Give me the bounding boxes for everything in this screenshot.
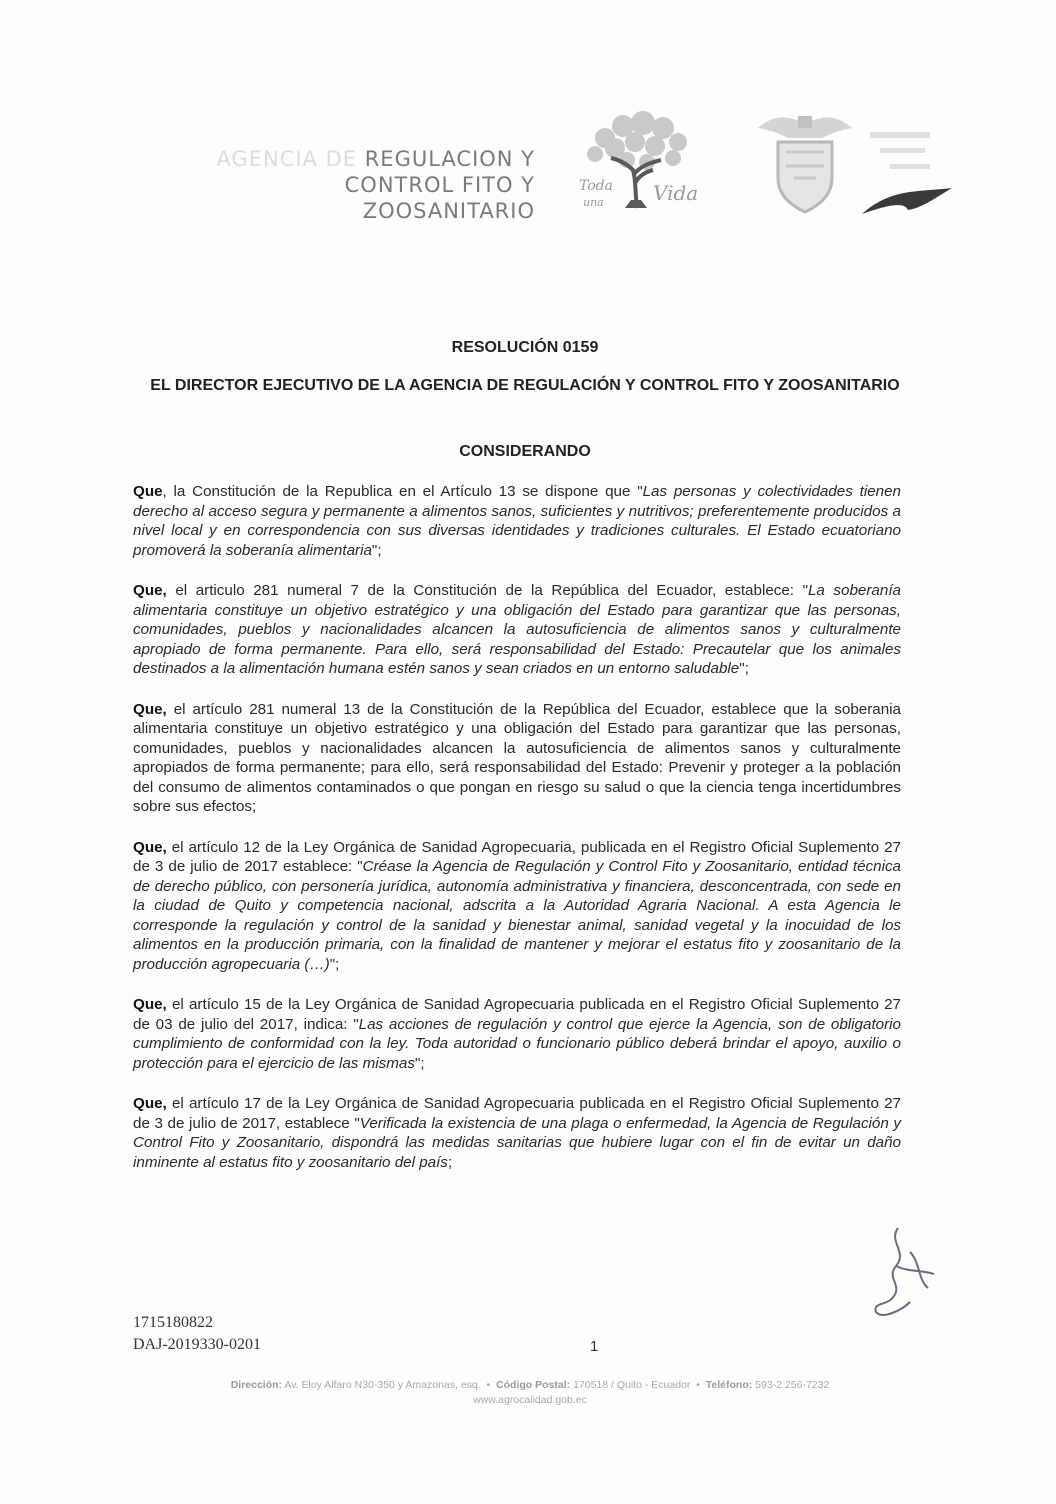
agency-name-line1: REGULACION Y — [364, 147, 535, 171]
address-value: Av. Eloy Alfaro N30-350 y Amazonas, esq. — [284, 1379, 481, 1391]
tree-logo-text-1: Toda — [579, 178, 613, 194]
document-ids — [133, 1312, 261, 1356]
tree-logo-text-3: Vida — [653, 181, 699, 205]
document-id-2: DAJ-2019330-0201 — [133, 1336, 261, 1353]
paragraph-4: Que, el artículo 12 de la Ley Orgánica de Sanidad Agropecuaria, publicada en el Registro Oficial Suplemento 27 de 3 de julio de 2017 establece: "Créase la Agencia de Regulación y Control Fito y Zoosanitario, entidad técnica de derecho público, con personería jurídica, autonomía administrativa y financiera, desconcentrada, con sede en la ciudad de Quito y competencia nacional, adscrita a la Autoridad Agraria Nacional. A esta Agencia le corresponde la regulación y control de la sanidad y bienestar animal, sanidad vegetal y la inocuidad de los alimentos en la producción primaria, con la finalidad de mantener y mejorar el estatus fito y zoosanitario de la producción agropecuaria (…)"; — [133, 838, 901, 973]
swoosh-logo-icon — [860, 118, 955, 218]
agency-name — [185, 146, 535, 224]
paragraph-1: Que, la Constitución de la Republica en el Artículo 13 se dispone que "Las personas y colectividades tienen derecho al acceso segura y permanente a alimentos sanos, suficientes y nutritivos; preferentemente producidos a nivel local y en correspondencia con sus diversas identidades y tradiciones culturales. El Estado ecuatoriano promoverá la soberanía alimentaria"; — [133, 483, 901, 559]
document-id-1: 1715180822 — [133, 1314, 213, 1331]
issuer-title: EL DIRECTOR EJECUTIVO DE LA AGENCIA DE REGULACIÓN Y CONTROL FITO Y ZOOSANITARIO — [150, 377, 900, 394]
postal-label: Código Postal: — [496, 1379, 571, 1391]
address-label: Dirección: — [230, 1379, 283, 1391]
section-heading: CONSIDERANDO — [459, 443, 591, 460]
paragraph-5: Que, el artículo 15 de la Ley Orgánica de Sanidad Agropecuaria publicada en el Registro Oficial Suplemento 27 de 03 de julio del 2017, indica: "Las acciones de regulación y control que ejerce la Agencia, son de obligatorio cumplimiento de conformidad con la ley. Toda autoridad o funcionario público deberá brindar el apoyo, auxilio o protección para el ejercicio de las mismas"; — [133, 996, 901, 1072]
tree-logo-text-2: una — [583, 196, 604, 209]
coat-of-arms-icon — [750, 108, 860, 218]
resolution-title: RESOLUCIÓN 0159 — [451, 339, 599, 356]
document-body — [133, 482, 901, 1193]
agency-name-line2: CONTROL FITO Y ZOOSANITARIO — [344, 173, 535, 223]
postal-value: 170518 / Quito - Ecuador — [573, 1379, 691, 1391]
phone-value: 593-2 256-7232 — [755, 1379, 830, 1391]
paragraph-3: Que, el artículo 281 numeral 13 de la Constitución de la República del Ecuador, establece que la soberania alimentaria constituye un objetivo estratégico y una obligación del Estado para garantizar que las personas, comunidades, pueblos y nacionalidades alcancen la autosuficiencia de alimentos sanos y culturalmente apropiados de forma permanente; para ello, será responsabilidad del Estado: Prevenir y proteger a la población del consumo de alimentos contaminados o que pongan en riesgo su salud o que la ciencia tenga incertidumbres sobre sus efectos; — [133, 700, 901, 815]
paragraph-6: Que, el artículo 17 de la Ley Orgánica de Sanidad Agropecuaria publicada en el Registro Oficial Suplemento 27 de 3 de julio de 2017, establece "Verificada la existencia de una plaga o enfermedad, la Agencia de Regulación y Control Fito y Zoosanitario, dispondrá las medidas sanitarias que hubiere lugar con el fin de evitar un daño inminente al estatus fito y zoosanitario del país; — [133, 1095, 901, 1171]
tree-logo-icon — [575, 108, 700, 218]
paragraph-2: Que, el articulo 281 numeral 7 de la Constitución de la República del Ecuador, establece: "La soberanía alimentaria constituye un objetivo estratégico y una obligación del Estado para garantizar que las personas, comunidades, pueblos y nacionalidades alcancen la autosuficiencia de alimentos sanos y culturalmente apropiado de forma permanente. Para ello, será responsabilidad del Estado: Precautelar que los animales destinados a la alimentación humana estén sanos y sean criados en un entorno saludable"; — [133, 582, 901, 677]
page-number: 1 — [590, 1338, 599, 1355]
website-link[interactable]: www.agrocalidad.gob.ec — [473, 1394, 587, 1406]
signature-icon — [858, 1222, 938, 1322]
footer-address: Dirección: Av. Eloy Alfaro N30-350 y Amazonas, esq. • Código Postal: 170518 / Quito - Ecuador • Teléfono: 593-2 256-7232 www.agrocalidad.gob.ec — [130, 1378, 930, 1408]
phone-label: Teléfono: — [705, 1379, 753, 1391]
agency-name-faded: AGENCIA DE — [216, 147, 358, 171]
